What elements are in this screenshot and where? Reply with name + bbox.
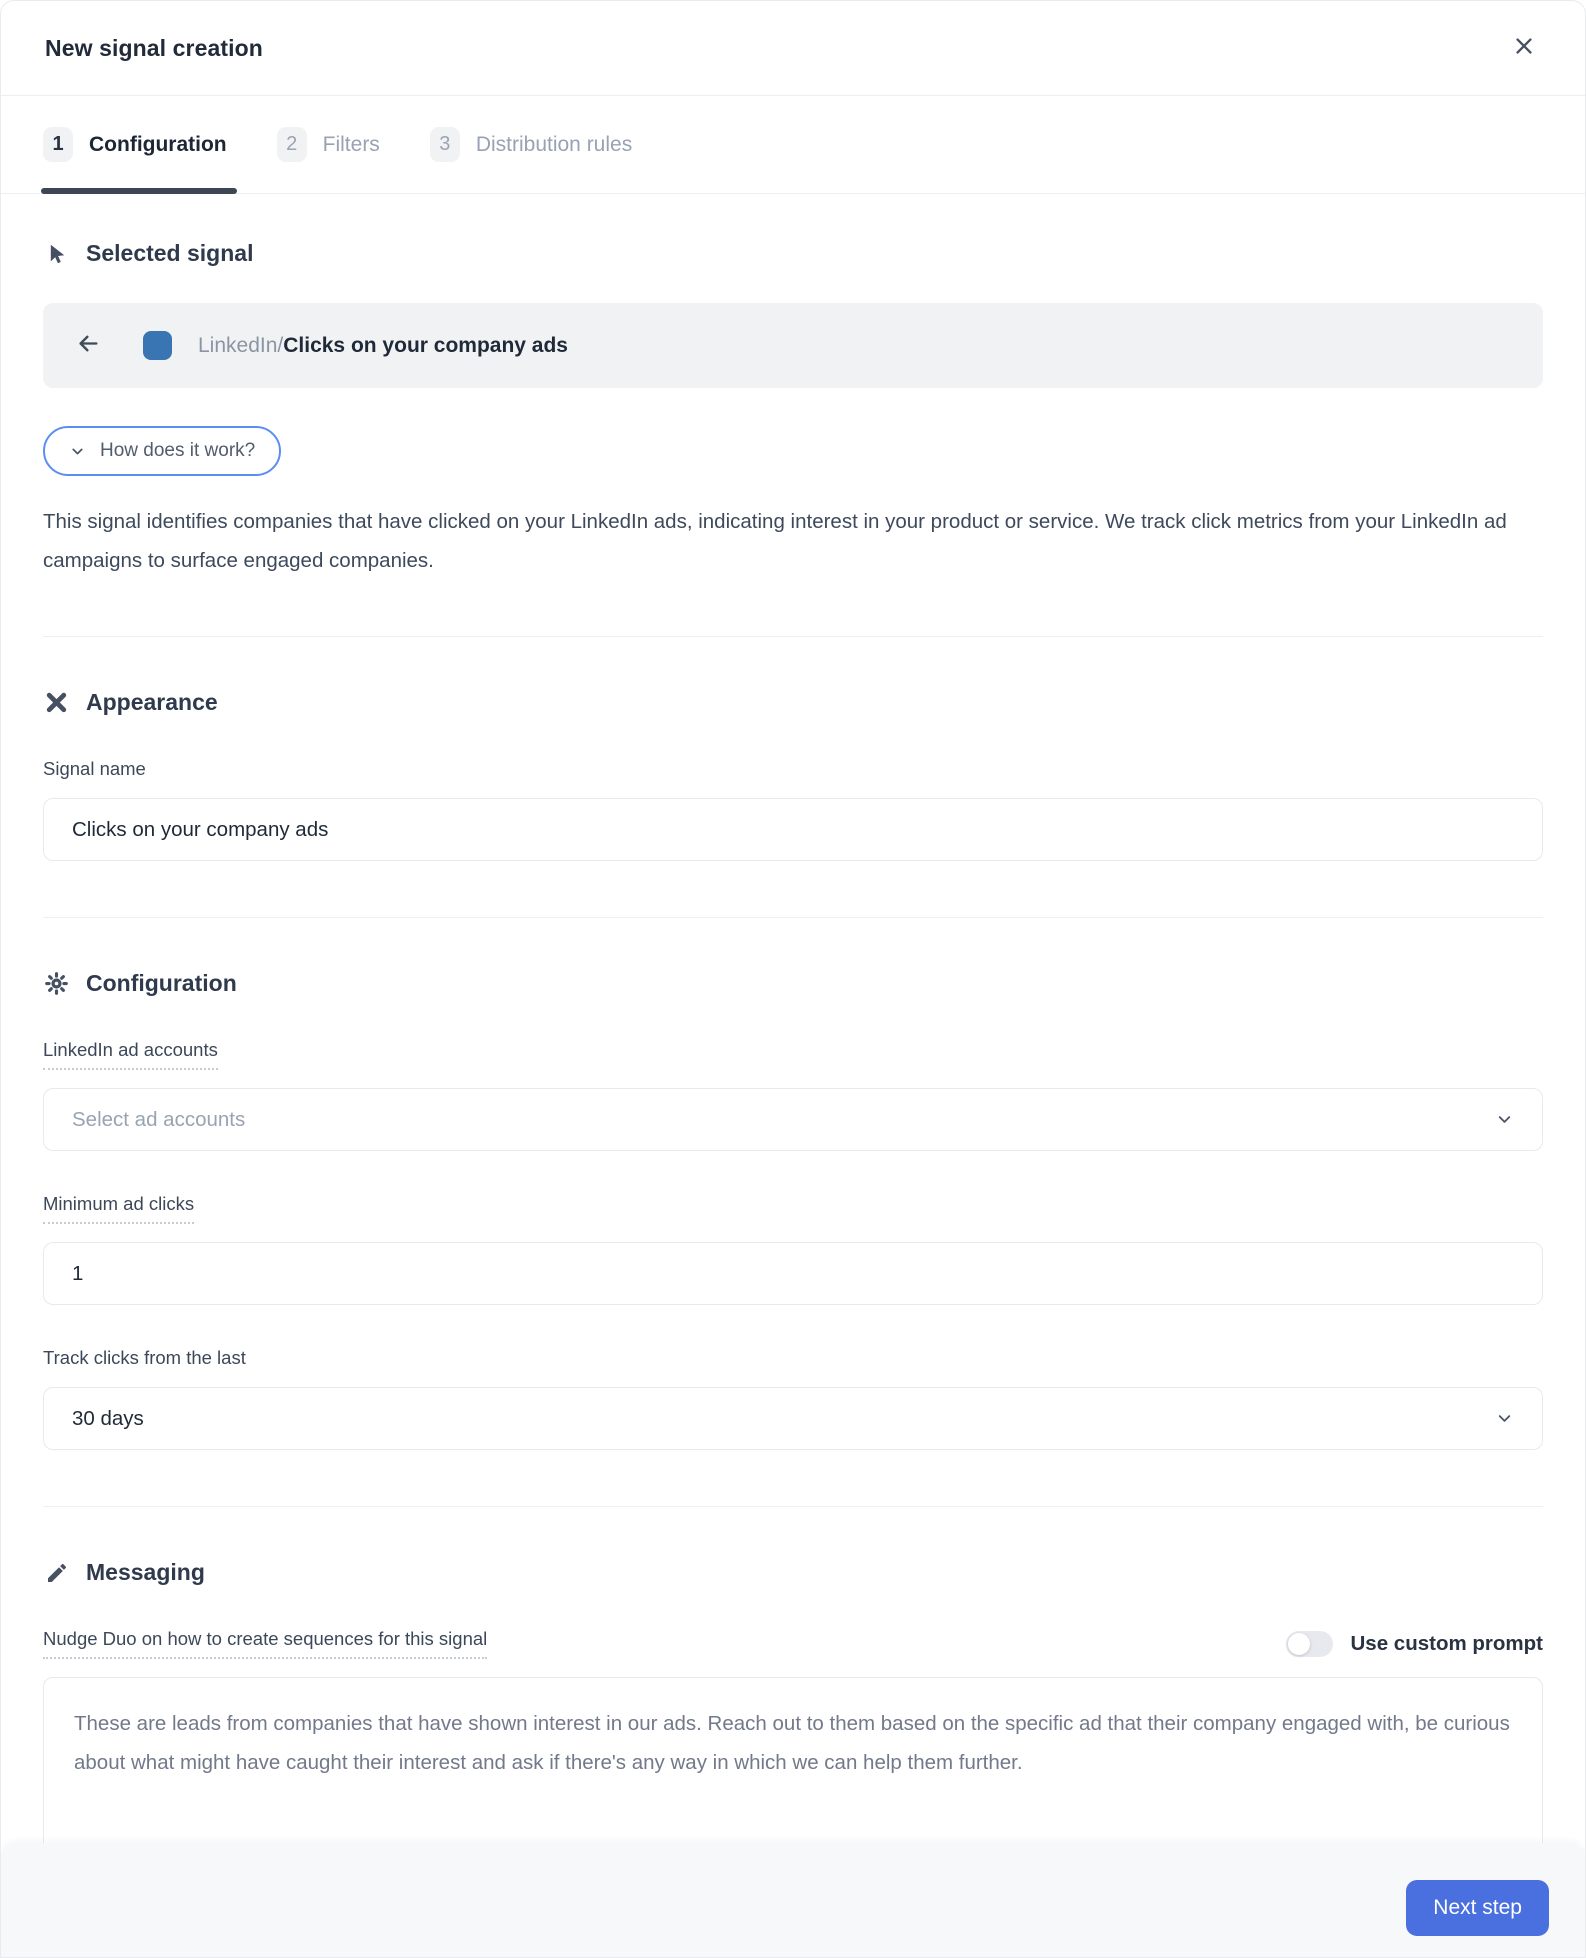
pencil-icon [43,1559,70,1586]
toggle-knob [1288,1633,1310,1655]
custom-prompt-toggle-label: Use custom prompt [1350,1631,1543,1655]
messaging-title: Messaging [86,1559,205,1585]
tab-distribution-rules[interactable] [430,96,632,193]
tab-number-badge: 3 [430,127,460,162]
gear-icon [43,970,70,997]
divider [43,1506,1543,1507]
selected-signal-chip [43,303,1543,388]
appearance-heading [43,689,1543,716]
appearance-title: Appearance [86,689,218,715]
ad-accounts-label: LinkedIn ad accounts [43,1039,218,1070]
tab-number-badge: 1 [43,127,73,162]
modal-title: New signal creation [45,34,263,61]
track-clicks-select[interactable] [43,1387,1543,1450]
signal-source: LinkedIn/ [198,333,284,357]
nudge-label: Nudge Duo on how to create sequences for this signal [43,1628,487,1659]
ad-accounts-placeholder: Select ad accounts [72,1107,246,1131]
how-does-it-work-button[interactable] [43,426,281,476]
signal-name-label: Signal name [43,758,146,779]
tab-configuration[interactable] [43,96,227,193]
divider [43,917,1543,918]
modal-header [1,1,1585,96]
modal-footer [1,1843,1585,1957]
track-clicks-value: 30 days [72,1406,144,1430]
configuration-heading [43,970,1543,997]
close-icon [1513,35,1535,62]
tab-label: Distribution rules [475,132,633,156]
custom-prompt-toggle-group[interactable] [1286,1631,1544,1657]
next-step-button[interactable]: Next step [1406,1880,1549,1936]
signal-name-input[interactable] [43,798,1543,861]
selected-signal-title: Selected signal [86,240,254,266]
configuration-title: Configuration [86,970,237,996]
selected-signal-heading [43,240,1543,267]
chevron-down-icon [1495,1409,1514,1428]
close-button[interactable] [1507,31,1541,65]
crossed-strokes-icon [43,689,70,716]
ad-accounts-select[interactable] [43,1088,1543,1151]
tab-filters[interactable] [277,96,380,193]
chevron-down-icon [1495,1110,1514,1129]
step-tabbar [1,96,1585,194]
divider [43,636,1543,637]
tab-label: Configuration [89,132,227,156]
messaging-heading [43,1559,1543,1586]
min-clicks-label: Minimum ad clicks [43,1193,194,1224]
signal-path [198,334,568,358]
custom-prompt-toggle[interactable] [1286,1631,1333,1657]
chevron-down-icon [69,443,86,460]
nudge-prompt-textarea[interactable] [43,1677,1543,1867]
linkedin-icon [143,331,172,360]
back-button[interactable] [73,331,103,361]
back-arrow-icon [75,330,102,362]
nudge-row [43,1628,1543,1659]
tab-label: Filters [322,132,380,156]
modal-content [1,240,1585,1958]
how-does-it-work-label: How does it work? [100,440,256,461]
signal-name: Clicks on your company ads [283,333,568,357]
track-clicks-label: Track clicks from the last [43,1347,246,1368]
cursor-icon [43,240,70,267]
min-clicks-input[interactable] [43,1242,1543,1305]
tab-number-badge: 2 [277,127,307,162]
signal-description: This signal identifies companies that have clicked on your LinkedIn ads, indicating interest in your product or service. We track click metrics from your LinkedIn ad campaigns to surface engaged companies. [43,510,1507,572]
